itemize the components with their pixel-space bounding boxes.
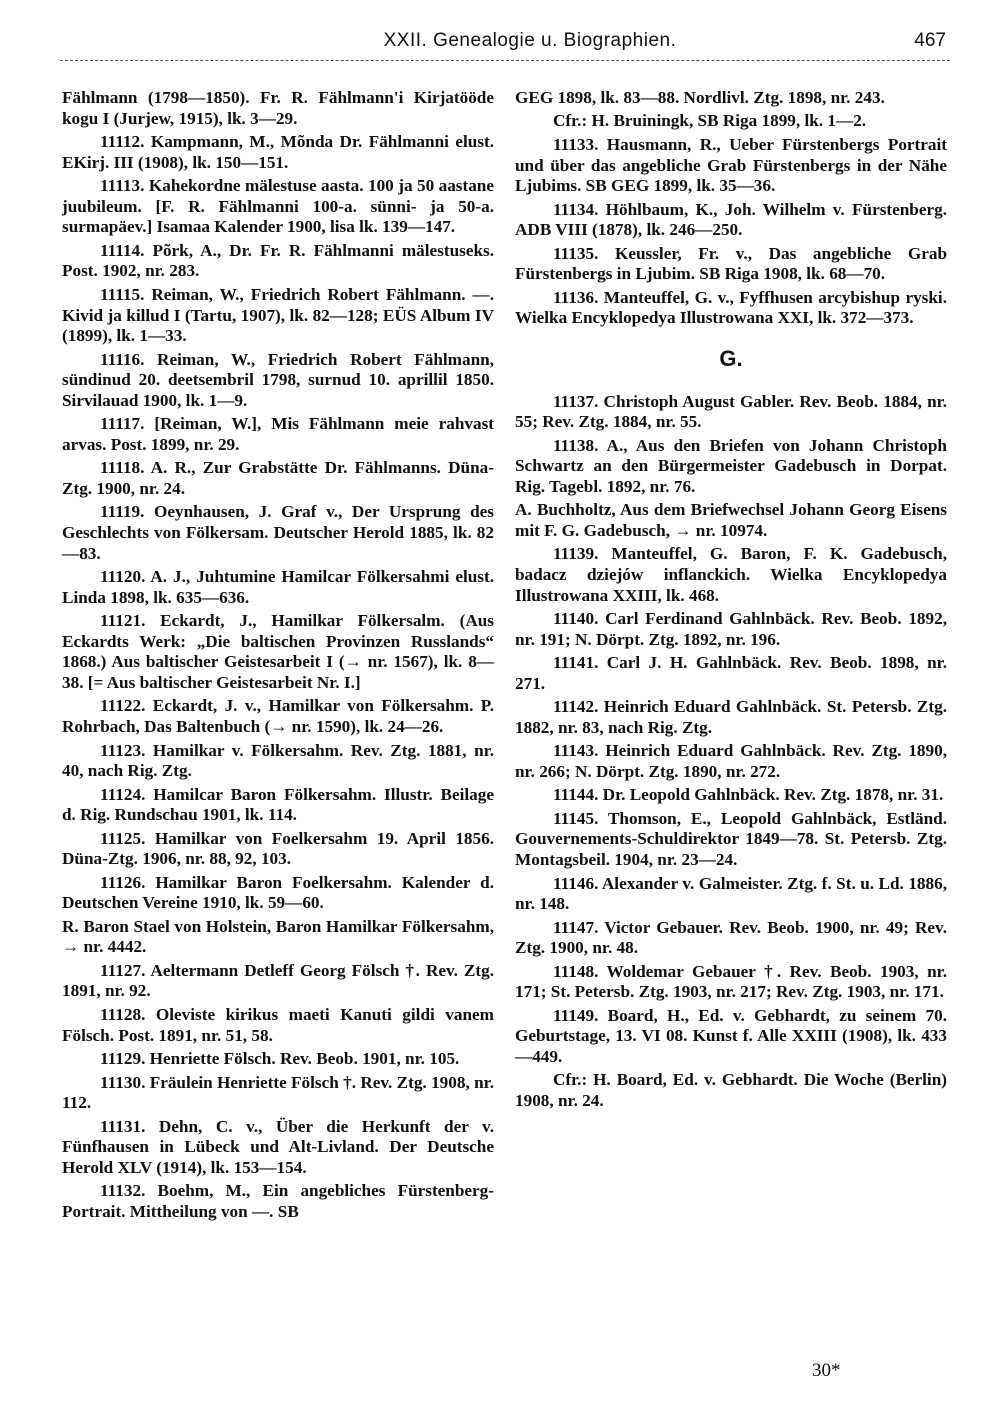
bibliography-entry: 11149. Board, H., Ed. v. Gebhardt, zu seinem 70. Geburtstage, 13. VI 08. Kunst f. Alle XXIII (1908), lk. 433—449. [515, 1005, 947, 1066]
bibliography-entry: 11115. Reiman, W., Friedrich Robert Fählmann. —. Kivid ja killud I (Tartu, 1907), lk. 82—128; EÜS Album IV (1899), lk. 1—33. [62, 284, 494, 346]
cross-reference-entry: Cfr.: H. Bruiningk, SB Riga 1899, lk. 1—2. [553, 111, 867, 131]
page-number: 467 [914, 30, 946, 51]
bibliography-entry: 11127. Aeltermann Detleff Georg Fölsch †. Rev. Ztg. 1891, nr. 92. [62, 960, 494, 1001]
bibliography-entry: 11118. A. R., Zur Grabstätte Dr. Fählmanns. Düna-Ztg. 1900, nr. 24. [62, 458, 494, 498]
bibliography-entry: 11130. Fräulein Henriette Fölsch †. Rev. Ztg. 1908, nr. 112. [62, 1072, 494, 1113]
bibliography-entry: 11129. Henriette Fölsch. Rev. Beob. 1901, nr. 105. [100, 1049, 460, 1069]
bibliography-entry: 11133. Hausmann, R., Ueber Fürstenbergs Portrait und über das angebliche Grab Fürstenbergs in der Nähe Ljubims. SB GEG 1899, lk. 35—36. [515, 134, 947, 196]
bibliography-entry: 11123. Hamilkar v. Fölkersahm. Rev. Ztg. 1881, nr. 40, nach Rig. Ztg. [62, 740, 494, 781]
bibliography-entry: 11126. Hamilkar Baron Foelkersahm. Kalender d. Deutschen Vereine 1910, lk. 59—60. [62, 872, 494, 913]
bibliography-entry: 11122. Eckardt, J. v., Hamilkar von Fölkersahm. P. Rohrbach, Das Baltenbuch (→ nr. 1590), lk. 24—26. [62, 696, 494, 737]
bibliography-entry: 11117. [Reiman, W.], Mis Fählmann meie rahvast arvas. Post. 1899, nr. 29. [62, 414, 494, 454]
bibliography-entry: 11116. Reiman, W., Friedrich Robert Fählmann, sündinud 20. deetsembril 1798, surnud 10. aprillil 1850. Sirvilauad 1900, lk. 1—9. [62, 349, 494, 410]
signature-mark: 30* [812, 1360, 841, 1381]
bibliography-entry: 11131. Dehn, C. v., Über die Herkunft der v. Fünfhausen in Lübeck und Alt-Livland. Der Deutsche Herold XLV (1914), lk. 153—154. [62, 1116, 494, 1177]
cross-reference-entry: Cfr.: H. Board, Ed. v. Gebhardt. Die Woche (Berlin) 1908, nr. 24. [515, 1070, 947, 1111]
bibliography-entry: 11113. Kahekordne mälestuse aasta. 100 ja 50 aastane juubileum. [F. R. Fählmanni 100-a. sünni- ja 50-a. surmapäev.] Isamaa Kalender 1900, lisa lk. 139—147. [62, 176, 494, 237]
bibliography-entry: 11142. Heinrich Eduard Gahlnbäck. St. Petersb. Ztg. 1882, nr. 83, nach Rig. Ztg. [515, 697, 947, 737]
bibliography-entry: 11128. Oleviste kirikus maeti Kanuti gildi vanem Fölsch. Post. 1891, nr. 51, 58. [62, 1004, 494, 1045]
left-column [62, 88, 494, 1225]
bibliography-entry: 11132. Boehm, M., Ein angebliches Fürstenberg-Portrait. Mittheilung von —. SB [62, 1181, 494, 1221]
bibliography-entry: 11141. Carl J. H. Gahlnbäck. Rev. Beob. 1898, nr. 271. [515, 653, 947, 693]
bibliography-entry: 11145. Thomson, E., Leopold Gahlnbäck, Estländ. Gouvernements-Schuldirektor 1849—78. St. Petersb. Ztg. Montagsbeil. 1904, nr. 23—24. [515, 808, 947, 870]
bibliography-entry: GEG 1898, lk. 83—88. Nordlivl. Ztg. 1898, nr. 243. [515, 88, 885, 107]
header-title: XXII. Genealogie u. Biographien. [383, 30, 677, 51]
bibliography-entry: 11112. Kampmann, M., Mõnda Dr. Fählmanni elust. EKirj. III (1908), lk. 150—151. [62, 132, 494, 172]
cross-reference-entry: A. Buchholtz, Aus dem Briefwechsel Johann Georg Eisens mit F. G. Gadebusch, → nr. 10974. [515, 500, 947, 540]
bibliography-entry: 11136. Manteuffel, G. v., Fyffhusen arcybishup ryski. Wielka Encyklopedya Illustrowana XXI, lk. 372—373. [515, 287, 947, 328]
bibliography-entry: 11143. Heinrich Eduard Gahlnbäck. Rev. Ztg. 1890, nr. 266; N. Dörpt. Ztg. 1890, nr. 272. [515, 741, 947, 781]
bibliography-entry: 11139. Manteuffel, G. Baron, F. K. Gadebusch, badacz dziejów inflanckich. Wielka Encyklopedya Illustrowana XXIII, lk. 468. [515, 544, 947, 605]
bibliography-entry: 11124. Hamilcar Baron Fölkersahm. Illustr. Beilage d. Rig. Rundschau 1901, lk. 114. [62, 784, 494, 825]
bibliography-entry: 11135. Keussler, Fr. v., Das angebliche Grab Fürstenbergs in Ljubim. SB Riga 1908, lk. 68—70. [515, 243, 947, 284]
cross-reference-entry: R. Baron Stael von Holstein, Baron Hamilkar Fölkersahm, → nr. 4442. [62, 916, 494, 957]
bibliography-entry: 11121. Eckardt, J., Hamilkar Fölkersalm. (Aus Eckardts Werk: „Die baltischen Provinzen Russlands“ 1868.) Aus baltischer Geistesarbeit I (→ nr. 1567), lk. 8—38. [= Aus baltischer Geistesarbeit Nr. I.] [62, 611, 494, 692]
bibliography-entry: 11114. Põrk, A., Dr. Fr. R. Fählmanni mälestuseks. Post. 1902, nr. 283. [62, 240, 494, 281]
bibliography-entry: 11134. Höhlbaum, K., Joh. Wilhelm v. Fürstenberg. ADB VIII (1878), lk. 246—250. [515, 199, 947, 240]
bibliography-entry: 11147. Victor Gebauer. Rev. Beob. 1900, nr. 49; Rev. Ztg. 1900, nr. 48. [515, 917, 947, 958]
bibliography-entry: 11120. A. J., Juhtumine Hamilcar Fölkersahmi elust. Linda 1898, lk. 635—636. [62, 567, 494, 607]
bibliography-entry: 11140. Carl Ferdinand Gahlnbäck. Rev. Beob. 1892, nr. 191; N. Dörpt. Ztg. 1892, nr. 196. [515, 609, 947, 649]
header-rule [60, 60, 950, 61]
bibliography-entry: 11146. Alexander v. Galmeister. Ztg. f. St. u. Ld. 1886, nr. 148. [515, 873, 947, 914]
bibliography-entry: 11138. A., Aus den Briefen von Johann Christoph Schwartz an den Bürgermeister Gadebusch in Dorpat. Rig. Tagebl. 1892, nr. 76. [515, 435, 947, 496]
right-column [515, 88, 947, 1115]
bibliography-entry: 11125. Hamilkar von Foelkersahm 19. April 1856. Düna-Ztg. 1906, nr. 88, 92, 103. [62, 828, 494, 869]
bibliography-entry: 11119. Oeynhausen, J. Graf v., Der Ursprung des Geschlechts von Fölkersam. Deutscher Herold 1885, lk. 82—83. [62, 502, 494, 563]
bibliography-entry: Fählmann (1798—1850). Fr. R. Fählmann'i Kirjatööde kogu I (Jurjew, 1915), lk. 3—29. [62, 88, 494, 128]
bibliography-entry: 11144. Dr. Leopold Gahlnbäck. Rev. Ztg. 1878, nr. 31. [553, 785, 944, 805]
section-heading: G. [719, 345, 743, 371]
bibliography-entry: 11137. Christoph August Gabler. Rev. Beob. 1884, nr. 55; Rev. Ztg. 1884, nr. 55. [515, 391, 947, 432]
running-header [60, 30, 950, 64]
bibliography-entry: 11148. Woldemar Gebauer †. Rev. Beob. 1903, nr. 171; St. Petersb. Ztg. 1903, nr. 217; Rev. Ztg. 1903, nr. 171. [515, 961, 947, 1002]
